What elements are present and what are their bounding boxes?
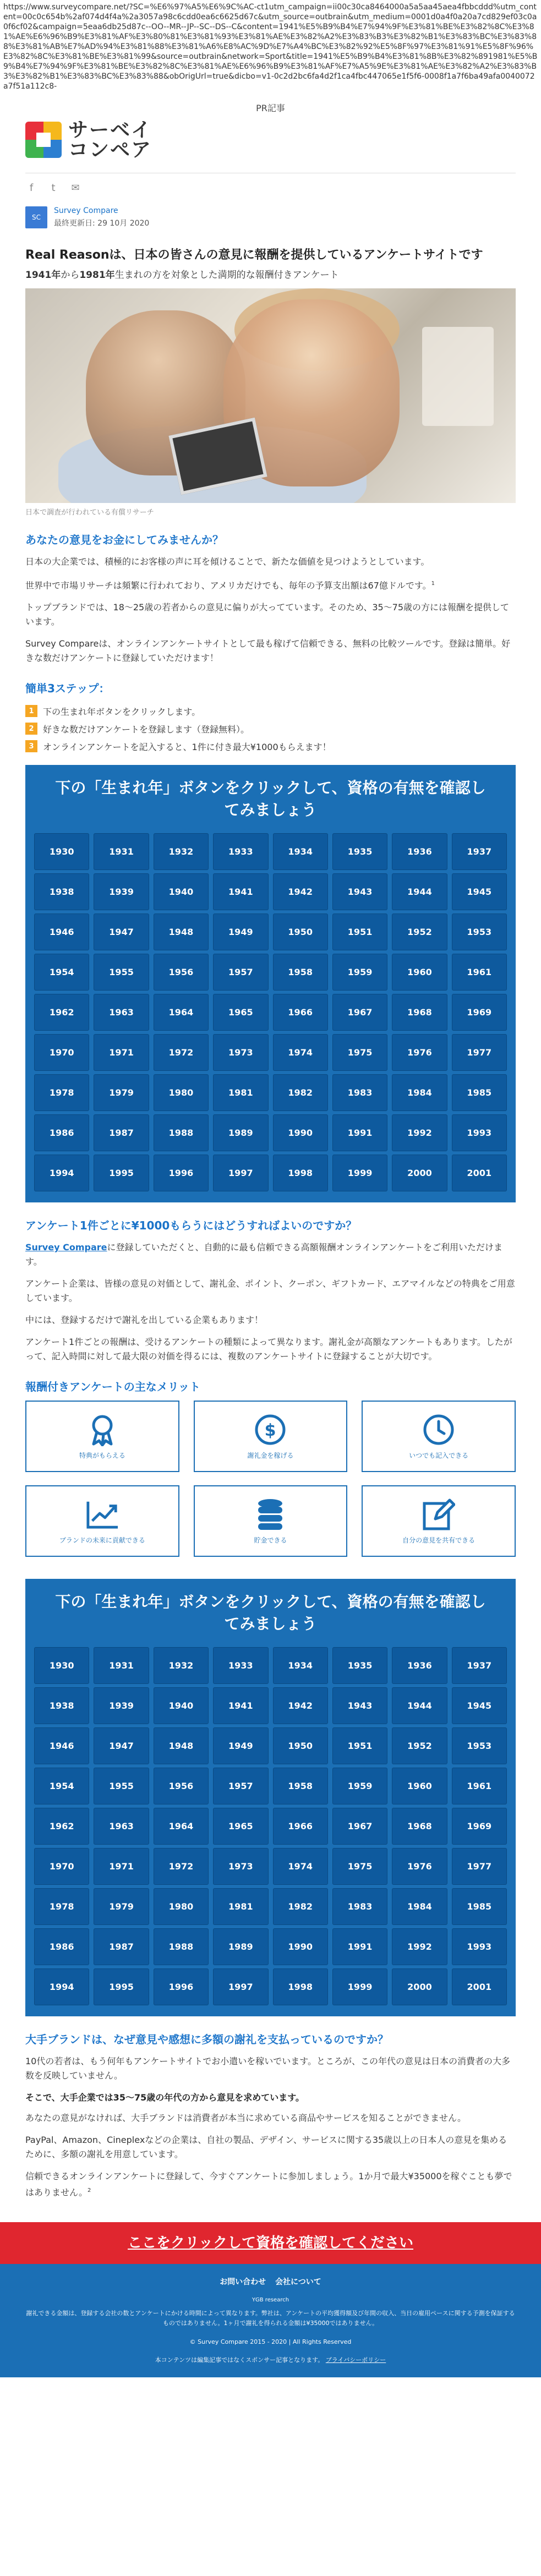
paragraph: アンケート1件ごとの報酬は、受けるアンケートの種類によって異なります。謝礼金が高額なアンケートもあります。したがって、記入時間に対して最大限の対価を得るには、複数のアンケートサイトに登録することが大切です。 [25,1337,512,1362]
edit-icon [422,1498,455,1531]
step-item [25,720,516,737]
birth-year-button[interactable]: 1943 [332,1687,387,1724]
birth-year-button[interactable]: 1979 [94,1074,149,1111]
logo-mark-icon [25,122,62,158]
birth-year-button[interactable]: 1994 [34,1968,89,2005]
birth-year-button[interactable]: 1998 [273,1968,328,2005]
birth-year-button[interactable]: 1983 [332,1888,387,1925]
birth-year-button[interactable]: 1982 [273,1888,328,1925]
birth-year-button[interactable]: 1946 [34,914,89,950]
birth-year-button[interactable]: 1933 [213,1647,268,1684]
birth-year-button[interactable]: 1984 [392,1074,447,1111]
birth-year-button[interactable]: 1995 [94,1968,149,2005]
dollar-coin-icon [254,1413,287,1446]
birth-year-grid [34,1647,507,2005]
birth-year-button[interactable]: 1974 [273,1034,328,1071]
birth-year-button[interactable]: 1932 [154,833,209,870]
paragraph: 10代の若者は、もう何年もアンケートサイトでお小遣いを稼いでいます。ところが、この年代の意見は日本の消費者の大多数を反映していません。 [25,2056,511,2081]
birth-year-button[interactable]: 1938 [34,873,89,910]
benefit-label: いつでも記入できる [409,1451,469,1459]
about-link[interactable]: 会社について [275,2277,321,2287]
birth-year-button[interactable]: 1931 [94,833,149,870]
paragraph-bold: そこで、大手企業では35〜75歳の年代の方から意見を求めています。 [25,2092,304,2103]
birth-year-button[interactable]: 1940 [154,873,209,910]
birth-year-button[interactable]: 1944 [392,873,447,910]
hero-image [25,288,516,503]
birth-year-button[interactable]: 1956 [154,1768,209,1804]
birth-year-button[interactable]: 1970 [34,1034,89,1071]
birth-year-button[interactable]: 1962 [34,1808,89,1845]
step-number: 3 [25,740,37,752]
birth-year-button[interactable]: 1961 [452,1768,507,1804]
benefit-label: 自分の意見を共有できる [402,1536,476,1544]
birth-year-button[interactable]: 1971 [94,1034,149,1071]
subtitle-year-to: 1981年 [79,270,115,281]
birth-year-button[interactable]: 1999 [332,1155,387,1191]
birth-year-button[interactable]: 1942 [273,1687,328,1724]
image-caption: 日本で調査が行われている有償リサーチ [25,508,154,517]
paragraph: トップブランドでは、18〜25歳の若者からの意見に偏りが大ってています。そのため、35〜75歳の方には報酬を提供しています。 [25,602,510,627]
paragraph [25,1240,516,1269]
benefit-card [25,1401,179,1472]
birth-year-button[interactable]: 1996 [154,1155,209,1191]
birth-year-button[interactable]: 1985 [452,1074,507,1111]
birth-year-button[interactable]: 1981 [213,1888,268,1925]
birth-year-button[interactable]: 2001 [452,1968,507,2005]
benefit-card [362,1401,516,1472]
birth-year-button[interactable]: 1985 [452,1888,507,1925]
birth-year-button[interactable]: 1981 [213,1074,268,1111]
birth-year-button[interactable]: 1945 [452,873,507,910]
birth-year-button[interactable]: 1949 [213,914,268,950]
birth-year-button[interactable]: 1997 [213,1968,268,2005]
birth-year-button[interactable]: 1951 [332,1727,387,1764]
svg-text:$: $ [265,1420,276,1440]
birth-year-button[interactable]: 1986 [34,1928,89,1965]
birth-year-button[interactable]: 1941 [213,1687,268,1724]
cta-heading: 下の「生まれ年」ボタンをクリックして、資格の有無を確認してみましょう [55,1593,486,1633]
birth-year-button[interactable]: 1992 [392,1114,447,1151]
benefit-card [362,1485,516,1557]
paragraph [25,577,516,593]
birth-year-button[interactable]: 1990 [273,1928,328,1965]
birth-year-button[interactable]: 1992 [392,1928,447,1965]
birth-year-grid [34,833,507,1191]
birth-year-button[interactable]: 1959 [332,1768,387,1804]
benefit-label: ブランドの未来に貢献できる [59,1536,145,1544]
birth-year-button[interactable]: 1965 [213,1808,268,1845]
footer-disclaimer: 謝礼できる金額は、登録する会社の数とアンケートにかける時間によって異なります。弊社は、アンケートの平均獲得額及び年間の収入、当日の雇用ペースに関する予測を保証するものではありません。1ヶ月で謝礼を得られる金額は¥35000ではありません。 [26,2309,515,2327]
award-icon [86,1413,119,1446]
benefit-label: 特典がもらえる [79,1451,125,1459]
site-logo[interactable] [25,120,516,160]
birth-year-button[interactable]: 1941 [213,873,268,910]
birth-year-button[interactable]: 1991 [332,1114,387,1151]
birth-year-button[interactable]: 1965 [213,994,268,1031]
birth-year-button[interactable]: 1971 [94,1848,149,1885]
last-updated-date: 最終更新日: 29 10月 2020 [54,219,150,228]
birth-year-button[interactable]: 1980 [154,1888,209,1925]
footer-copyright: © Survey Compare 2015 - 2020 | All Rights Reserved [189,2338,352,2345]
birth-year-button[interactable]: 1942 [273,873,328,910]
birth-year-button[interactable]: 1995 [94,1155,149,1191]
birth-year-button[interactable]: 1957 [213,954,268,991]
site-footer [0,2264,541,2377]
logo-text-line1: サーベイ [68,118,152,141]
section-heading-why: 大手ブランドは、なぜ意見や感想に多額の謝礼を支払っているのですか？ [25,2033,389,2047]
birth-year-button[interactable]: 1943 [332,873,387,910]
birth-year-button[interactable]: 1988 [154,1114,209,1151]
birth-year-button[interactable]: 1990 [273,1114,328,1151]
birth-year-button[interactable]: 1956 [154,954,209,991]
birth-year-button[interactable]: 1966 [273,994,328,1031]
birth-year-button[interactable]: 1963 [94,994,149,1031]
birth-year-button[interactable]: 1979 [94,1888,149,1925]
birth-year-button[interactable]: 1932 [154,1647,209,1684]
birth-year-button[interactable]: 1993 [452,1928,507,1965]
step-number: 2 [25,723,37,735]
birth-year-button[interactable]: 1957 [213,1768,268,1804]
subtitle-rest: 生まれの方を対象とした満期的な報酬付きアンケート [114,270,339,281]
birth-year-button[interactable]: 1951 [332,914,387,950]
birth-year-button[interactable]: 1958 [273,1768,328,1804]
birth-year-button[interactable]: 1949 [213,1727,268,1764]
paragraph-text: 信頼できるオンラインアンケートに登録して、今すぐアンケートに参加しましょう。1か月で最大¥35000を稼ぐことも夢ではありません。 [25,2171,512,2198]
birth-year-button[interactable]: 1980 [154,1074,209,1111]
birth-year-button[interactable]: 1999 [332,1968,387,2005]
share-bar [0,173,541,198]
sponsor-note: 本コンテンツは編集記事ではなくスポンサー記事となります。 [155,2356,324,2364]
birth-year-button[interactable]: 1998 [273,1155,328,1191]
birth-year-button[interactable]: 1974 [273,1848,328,1885]
birth-year-button[interactable]: 1953 [452,914,507,950]
birth-year-button[interactable]: 1973 [213,1034,268,1071]
logo-text-line2: コンペア [68,138,152,161]
benefit-card [194,1485,348,1557]
paragraph: あなたの意見がなければ、大手ブランドは消費者が本当に求めている商品やサービスを知ることができません。 [25,2113,466,2124]
birth-year-button[interactable]: 1937 [452,1647,507,1684]
birth-year-button[interactable]: 1973 [213,1848,268,1885]
birth-year-button[interactable]: 1937 [452,833,507,870]
paragraph: PayPal、Amazon、Cineplexなどの企業は、自社の製品、デザイン、サービスに関する35歳以上の日本人の意見を集めるために、多額の謝礼を用意しています。 [25,2135,507,2160]
birth-year-button[interactable]: 1948 [154,914,209,950]
birth-year-button[interactable]: 1938 [34,1687,89,1724]
step-item [25,702,516,720]
birth-year-button[interactable]: 1968 [392,994,447,1031]
paragraph: アンケート企業は、皆様の意見の対価として、謝礼金、ポイント、クーポン、ギフトカード、エアマイルなどの特典をご用意しています。 [25,1278,515,1304]
article-content [0,232,541,2200]
birth-year-button[interactable]: 1984 [392,1888,447,1925]
birth-year-button[interactable]: 1960 [392,954,447,991]
author-name[interactable]: Survey Compare [54,206,118,215]
birth-year-button[interactable]: 1939 [94,873,149,910]
benefit-label: 貯金できる [254,1536,287,1544]
birth-year-button[interactable]: 1991 [332,1928,387,1965]
birth-year-button[interactable]: 1935 [332,1647,387,1684]
birth-year-button[interactable]: 1955 [94,1768,149,1804]
benefit-label: 謝礼金を稼げる [247,1451,294,1459]
footer-note [25,2355,516,2364]
check-eligibility-button[interactable]: ここをクリックして資格を確認してください [0,2222,541,2264]
birth-year-button[interactable]: 1975 [332,1848,387,1885]
steps-heading: 簡単3ステップ： [25,682,110,696]
subtitle-mid: から [61,270,80,281]
email-icon[interactable]: ✉ [71,182,80,194]
birth-year-button[interactable]: 1986 [34,1114,89,1151]
birth-year-button[interactable]: 1952 [392,1727,447,1764]
birth-year-button[interactable]: 1930 [34,833,89,870]
subtitle-year-from: 1941年 [25,270,61,281]
contact-link[interactable]: お問い合わせ [220,2277,266,2287]
cta-heading: 下の「生まれ年」ボタンをクリックして、資格の有無を確認してみましょう [55,779,486,819]
benefit-card [194,1401,348,1472]
birth-year-button[interactable]: 1964 [154,994,209,1031]
birth-year-button[interactable]: 1946 [34,1727,89,1764]
paragraph: 日本の大企業では、積極的にお客様の声に耳を傾けることで、新たな価値を見つけようとしています。 [25,556,430,567]
birth-year-button[interactable]: 1987 [94,1928,149,1965]
step-number: 1 [25,705,37,717]
url-text: https://www.surveycompare.net/?SC=%E6%97%A5%E6%9C%AC-ct1utm_campaign=ii00c30ca8464000a5a5aa45aea4fbbcddd%utm_content=00c0c654b%2af074d4f4a%2a3057a98c6cdd0ea6c6625d67c&utm_source=outbrain&utm_medium=0001d0a4f0a20a7cd829ef03c0a0f6cf02&campaign=5eaa6db25d87c--OO--MR--JP--SC--DS--C&content=1941%E5%B9%B4%E7%94%9F%E3%81%BE%E3%82%8C%E3%81%AE%E6%96%B9%E3%81%AF%E3%80%81%E3%81%93%E3%81%AE%E3%82%A2%E3%83%B3%E3%82%B1%E3%83%BC%E3%83%88%E3%81%AB%E7%AD%94%E3%81%88%E3%81%A6%E8%AC%9D%E7%A4%BC%E3%82%92%E5%8F%97%E3%81%91%E5%8F%96%E3%82%8C%E3%81%BE%E3%81%99&source=outbrain&network=Sport&title=1941%E5%B9%B4%E3%81%8B%E3%82%891981%E5%B9%B4%E7%94%9F%E3%81%BE%E3%82%8C%E3%81%AE%E6%96%B9%E3%81%AF%E7%A5%9E%E3%81%AE%E3%82%A2%E3%83%B3%E3%82%B1%E3%83%BC%E3%83%88&obOrigUrl=true&dicbo=v1-0c2d2bc6fa4d2f1ca4fbc447065e1f5f6-0008f1a7f6ba49afa0040072a7f51a112c8- [3,3,538,91]
birth-year-button[interactable]: 1972 [154,1848,209,1885]
birth-year-button[interactable]: 1933 [213,833,268,870]
footnote-ref: 1 [431,581,435,587]
steps-list [25,702,516,755]
birth-year-button[interactable]: 1989 [213,1114,268,1151]
birth-year-button[interactable]: 1977 [452,1034,507,1071]
site-header [0,114,541,160]
birth-year-button[interactable]: 1983 [332,1074,387,1111]
birth-year-button[interactable]: 1961 [452,954,507,991]
article-subtitle [25,267,516,281]
page-bottom-space [0,2377,541,2481]
birth-year-button[interactable]: 1962 [34,994,89,1031]
footnote-ref: 2 [87,2187,91,2194]
birth-year-button[interactable]: 1996 [154,1968,209,2005]
benefit-card [25,1485,179,1557]
birth-year-button[interactable]: 2001 [452,1155,507,1191]
author-block [0,198,541,232]
birth-year-button[interactable]: 2000 [392,1968,447,2005]
birth-year-button[interactable]: 1969 [452,1808,507,1845]
birth-year-button[interactable]: 1994 [34,1155,89,1191]
birth-year-button[interactable]: 1970 [34,1848,89,1885]
birth-year-button[interactable]: 1944 [392,1687,447,1724]
birth-year-button[interactable]: 1930 [34,1647,89,1684]
paragraph-text: 世界中で市場リサーチは頻繁に行われており、アメリカだけでも、毎年の予算支出額は67億ドルです。 [25,580,431,591]
birth-year-button[interactable]: 1934 [273,1647,328,1684]
step-item [25,737,516,755]
birth-year-button[interactable]: 1959 [332,954,387,991]
birth-year-button[interactable]: 1947 [94,914,149,950]
birth-year-button[interactable]: 1952 [392,914,447,950]
twitter-icon[interactable]: t [51,182,56,194]
trend-chart-icon [86,1498,119,1531]
birth-year-button[interactable]: 1968 [392,1808,447,1845]
section-heading-earn: あなたの意見をお金にしてみませんか？ [25,533,223,546]
birth-year-button[interactable]: 1967 [332,994,387,1031]
birth-year-button[interactable]: 1947 [94,1727,149,1764]
birth-year-button[interactable]: 1978 [34,1888,89,1925]
birth-year-button[interactable]: 1976 [392,1034,447,1071]
benefits-heading: 報酬付きアンケートの主なメリット [25,1380,200,1394]
birth-year-cta-box [25,765,516,1202]
birth-year-button[interactable]: 1936 [392,1647,447,1684]
facebook-icon[interactable]: f [29,182,34,194]
paragraph: 中には、登録するだけで謝礼を出している企業もあります！ [25,1315,264,1326]
step-text: 好きな数だけアンケートを登録します（登録無料）。 [43,724,250,735]
birth-year-button[interactable]: 1960 [392,1768,447,1804]
section-heading-how: アンケート1件ごとに¥1000もらうにはどうすればよいのですか？ [25,1219,357,1233]
birth-year-button[interactable]: 1987 [94,1114,149,1151]
birth-year-button[interactable]: 1935 [332,833,387,870]
birth-year-button[interactable]: 1940 [154,1687,209,1724]
database-icon [254,1498,287,1531]
privacy-policy-link[interactable]: プライバシーポリシー [325,2356,386,2364]
birth-year-button[interactable]: 1936 [392,833,447,870]
birth-year-button[interactable]: 1964 [154,1808,209,1845]
birth-year-button[interactable]: 1967 [332,1808,387,1845]
birth-year-button[interactable]: 1976 [392,1848,447,1885]
birth-year-button[interactable]: 1988 [154,1928,209,1965]
birth-year-button[interactable]: 1950 [273,914,328,950]
birth-year-button[interactable]: 1948 [154,1727,209,1764]
birth-year-button[interactable]: 1972 [154,1034,209,1071]
article-title: Real Reasonは、日本の皆さんの意見に報酬を提供しているアンケートサイトです [25,248,483,262]
footer-brand: YGB research [252,2296,289,2303]
avatar: SC [25,206,47,228]
paragraph-text: に登録していただくと、自動的に最も信頼できる高額報酬オンラインアンケートをご利用いただけます。 [25,1242,503,1267]
birth-year-button[interactable]: 1989 [213,1928,268,1965]
birth-year-button[interactable]: 1931 [94,1647,149,1684]
paragraph [25,2169,516,2200]
birth-year-button[interactable]: 1934 [273,833,328,870]
step-text: オンラインアンケートを記入すると、1件に付き最大¥1000もらえます！ [43,741,331,752]
birth-year-button[interactable]: 1982 [273,1074,328,1111]
birth-year-button[interactable]: 2000 [392,1155,447,1191]
paragraph: Survey Compareは、オンラインアンケートサイトとして最も稼げて信頼できる、無料の比較ツールです。登録は簡単。好きな数だけアンケートに登録していただけます！ [25,638,511,664]
birth-year-button[interactable]: 1997 [213,1155,268,1191]
birth-year-button[interactable]: 1977 [452,1848,507,1885]
step-text: 下の生まれ年ボタンをクリックします。 [43,706,201,717]
birth-year-button[interactable]: 1953 [452,1727,507,1764]
birth-year-button[interactable]: 1945 [452,1687,507,1724]
benefits-grid [25,1401,516,1557]
survey-compare-link[interactable]: Survey Compare [25,1242,107,1253]
birth-year-button[interactable]: 1955 [94,954,149,991]
birth-year-cta-box-2 [25,1579,516,2016]
clock-icon [422,1413,455,1446]
birth-year-button[interactable]: 1950 [273,1727,328,1764]
birth-year-button[interactable]: 1963 [94,1808,149,1845]
birth-year-button[interactable]: 1975 [332,1034,387,1071]
birth-year-button[interactable]: 1969 [452,994,507,1031]
birth-year-button[interactable]: 1954 [34,954,89,991]
birth-year-button[interactable]: 1939 [94,1687,149,1724]
birth-year-button[interactable]: 1958 [273,954,328,991]
birth-year-button[interactable]: 1978 [34,1074,89,1111]
birth-year-button[interactable]: 1993 [452,1114,507,1151]
birth-year-button[interactable]: 1966 [273,1808,328,1845]
pr-label: PR記事 [256,103,285,113]
birth-year-button[interactable]: 1954 [34,1768,89,1804]
